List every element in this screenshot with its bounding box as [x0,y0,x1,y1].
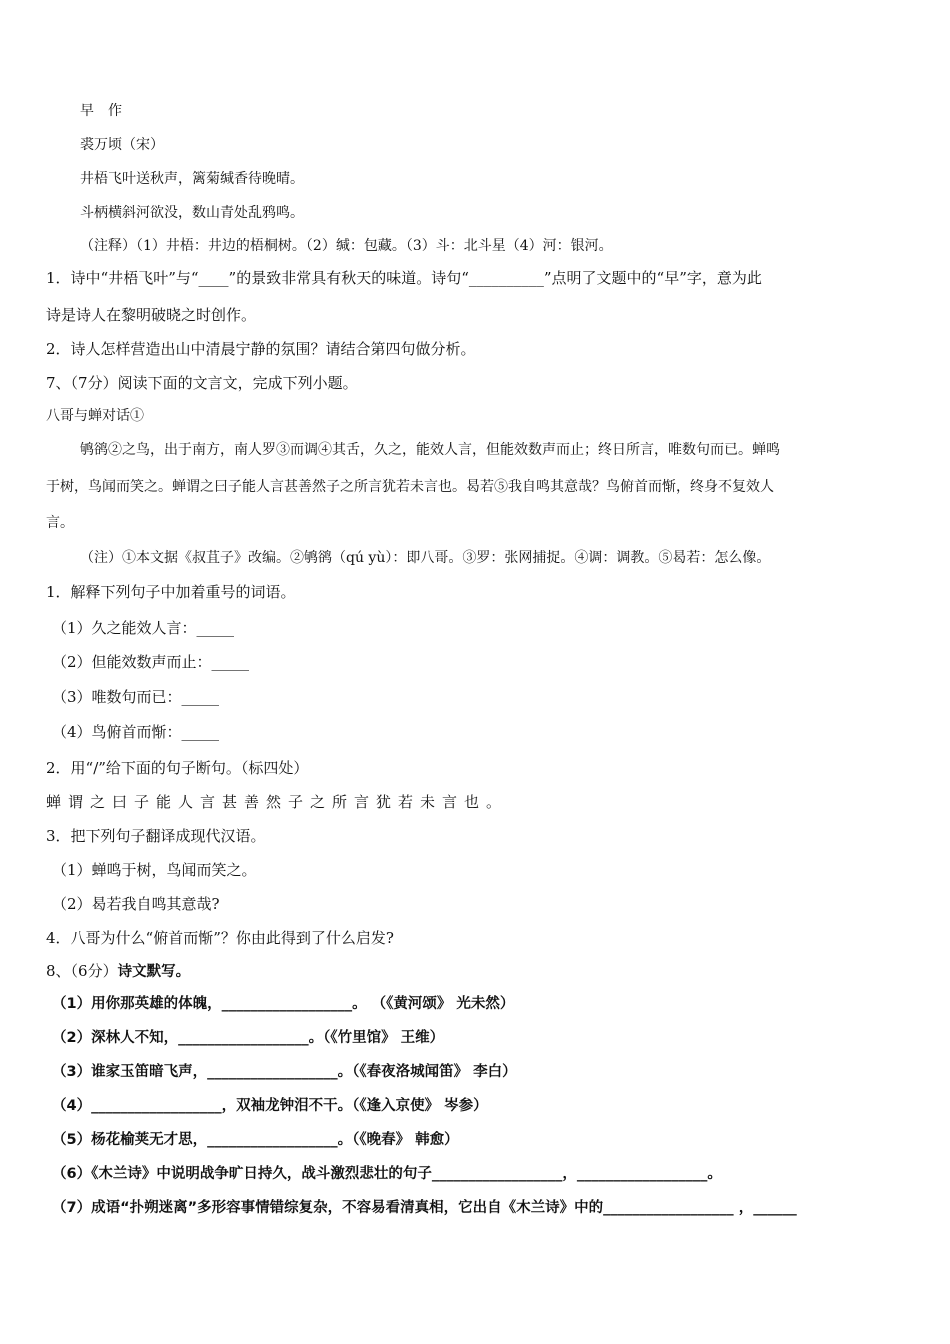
dictation-item-3: （3）谁家玉笛暗飞声，__________________。（《春夜洛城闻笛》 李白） [52,1064,517,1080]
dictation-item-7: （7）成语“扑朔迷离”多形容事情错综复杂，不容易看清真相，它出自《木兰诗》中的__________________ ，______ [52,1200,797,1216]
dictation-item-6: （6）《木兰诗》中说明战争旷日持久，战斗激烈悲壮的句子__________________，__________________。 [52,1166,722,1182]
dictation-item-5: （5）杨花榆荚无才思，__________________。（《晚春》 韩愈） [52,1132,459,1148]
question-7-header: 7、（7分）阅读下面的文言文，完成下列小题。 [46,374,358,392]
dictation-item-1: （1）用你那英雄的体魄，__________________。 （《黄河颂》 光未然） [52,996,515,1012]
sub-question-1-item-4: （4）鸟俯首而惭：_____ [52,723,220,741]
passage-line-3: 言。 [46,515,74,531]
poem-question-1: 1．诗中“井梧飞叶”与“____”的景致非常具有秋天的味道。诗句“__________”点明了文题中的“早”字，意为此 [46,269,762,287]
sub-question-4: 4．八哥为什么“俯首而惭”？你由此得到了什么启发? [46,929,394,947]
sub-question-1: 1．解释下列句子中加着重号的词语。 [46,583,296,601]
sub-question-1-item-2: （2）但能效数声而止：_____ [52,653,250,671]
passage-line-1: 鸲鹆②之鸟，出于南方，南人罗③而调④其舌，久之，能效人言，但能效数声而止；终日所言，唯数句而已。蝉鸣 [80,442,780,458]
poem-question-2: 2．诗人怎样营造出山中清晨宁静的氛围？请结合第四句做分析。 [46,340,476,358]
passage-notes: （注）①本文据《叔苴子》改编。②鸲鹆（qú yù）：即八哥。③罗：张网捕捉。④调：调教。⑤曷若：怎么像。 [80,550,771,566]
dictation-item-4: （4）__________________，双袖龙钟泪不干。（《逢入京使》 岑参） [52,1098,488,1114]
poem-author: 裘万顷（宋） [80,137,164,153]
sub-question-3-item-2: （2）曷若我自鸣其意哉? [52,895,220,913]
sub-question-1-item-1: （1）久之能效人言：_____ [52,619,235,637]
question-8-number: 8、（6分） [46,962,118,980]
question-8-header [46,961,190,982]
passage-line-2: 于树，鸟闻而笑之。蝉谓之曰子能人言甚善然子之所言犹若未言也。曷若⑤我自鸣其意哉？鸟俯首而惭，终身不复效人 [46,479,774,495]
poem-title: 早 作 [80,103,122,119]
poem-notes: （注释）（1）井梧：井边的梧桐树。（2）缄：包藏。（3）斗：北斗星（4）河：银河。 [80,238,613,254]
sub-question-1-item-3: （3）唯数句而已：_____ [52,688,220,706]
passage-title: 八哥与蝉对话① [46,408,144,424]
sub-question-2: 2．用“/”给下面的句子断句。（标四处） [46,759,309,777]
poem-line-2: 斗柄横斜河欲没，数山青处乱鸦鸣。 [80,205,304,221]
poem-line-1: 井梧飞叶送秋声，篱菊缄香待晚晴。 [80,171,304,187]
dictation-item-2: （2）深林人不知，__________________。（《竹里馆》 王维） [52,1030,445,1046]
poem-question-1-cont: 诗是诗人在黎明破晓之时创作。 [46,306,257,324]
sub-question-2-text: 蝉谓之曰子能人言甚善然子之所言犹若未言也。 [46,793,509,811]
sub-question-3-item-1: （1）蝉鸣于树，鸟闻而笑之。 [52,861,257,879]
sub-question-3: 3．把下列句子翻译成现代汉语。 [46,827,266,845]
question-8-title: 诗文默写。 [117,964,191,980]
